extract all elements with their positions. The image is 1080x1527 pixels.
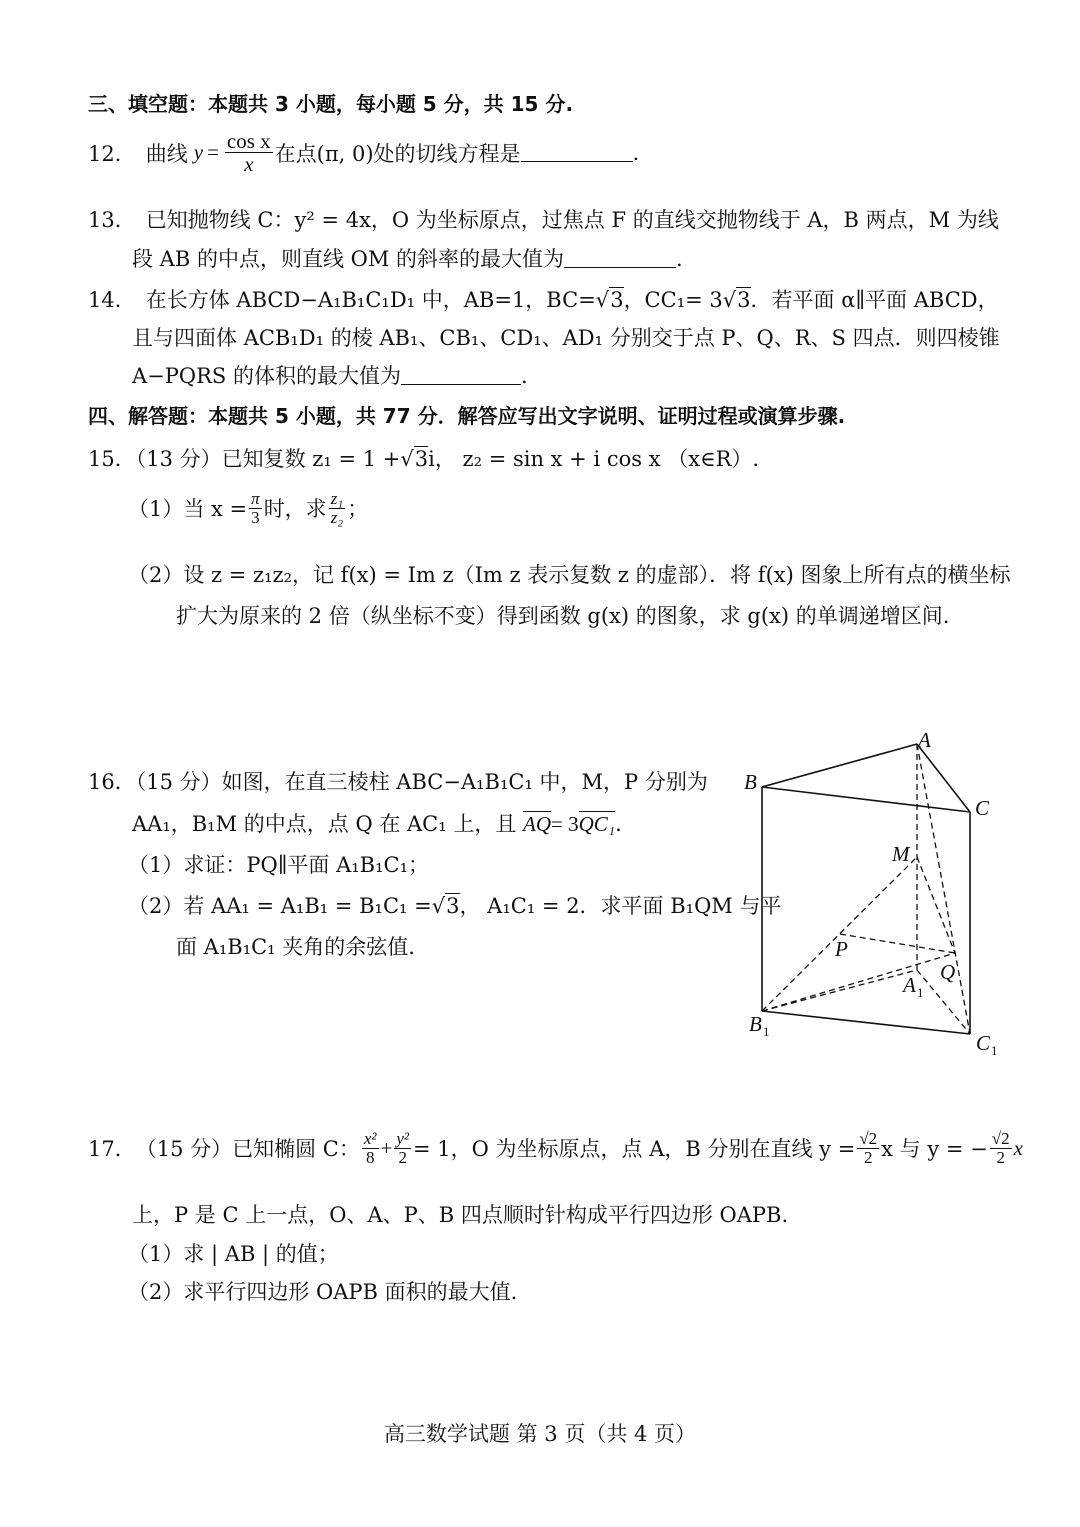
label-P: P [835,937,848,961]
question-15-part2-line2: 扩大为原来的 2 倍（纵坐标不变）得到函数 g(x) 的图象，求 g(x) 的单调递增区间. [176,604,950,628]
question-17-part2: （2）求平行四边形 OAPB 面积的最大值. [128,1280,518,1304]
q17-f2n: y² [396,1129,410,1148]
q12-end: . [632,140,640,165]
label-M: M [892,842,910,866]
q17-f3d: 2 [863,1147,873,1167]
question-13-line2 [132,243,683,273]
q12-eq: = [207,140,219,165]
q15-p1-mid: 时，求 [263,497,327,522]
label-C1: C [976,1031,991,1055]
q17-a: （15 分）已知椭圆 C： [135,1137,360,1162]
segment-PQ [840,934,955,953]
label-B1-sub: 1 [763,1024,770,1039]
edge-BC [762,787,970,812]
q14-number: 14． [88,288,136,312]
question-15-part2-line1: （2）设 z = z₁z₂，记 f(x) = Im z（Im z 表示复数 z 的虚部）．将 f(x) 图象上所有点的横坐标 [128,563,1011,587]
question-13-line1 [88,204,999,234]
q16-vector-qc1: QC₁ [578,812,616,836]
question-12 [88,130,639,175]
label-C1-sub: 1 [991,1043,998,1058]
q15-stem-b: i， z₂ = sin x + i cos x （x∈R）. [428,447,760,471]
question-17-line2: 上，P 是 C 上一点，O、A、P、B 四点顺时针构成平行四边形 OAPB. [132,1203,789,1227]
question-17-part1: （1）求 | AB | 的值； [128,1242,339,1266]
sqrt-symbol: √ [400,447,414,471]
page-footer: 高三数学试题 第 3 页（共 4 页） [383,1422,697,1446]
question-16-part2-line1 [128,890,781,920]
q15-p1-den: 3 [251,507,260,527]
q16-line2a: AA₁，B₁M 的中点，点 Q 在 AC₁ 上，且 [132,812,517,836]
sqrt-symbol: √ [431,894,446,918]
q15-stem-a: （13 分）已知复数 z₁ = 1 + [135,447,401,471]
label-Q: Q [940,960,956,984]
q17-f1n: x² [363,1129,377,1148]
q16-p2a: （2）若 AA₁ = A₁B₁ = B₁C₁ = [128,894,432,918]
q12-pre: 曲线 [145,141,188,166]
q16-p2b: ， A₁C₁ = 2．求平面 B₁QM 与平 [459,894,782,918]
q17-frac-sqrt2-2-b [990,1130,1012,1167]
q15-p1-end: ； [347,497,369,522]
q15-sqrt: 3 [414,447,429,471]
q13-line2: 段 AB 的中点，则直线 OM 的斜率的最大值为 [132,247,565,271]
edge-BA [762,744,917,787]
q15-p1-num: π [251,489,260,508]
q12-number: 12． [88,141,136,166]
label-A1-sub: 1 [917,985,924,1000]
q17-f1d: 8 [365,1147,375,1167]
label-A1: A [903,973,916,997]
q15-p1-fnum: z₁ [330,489,344,508]
q14-line1c: ．若平面 α∥平面 ABCD， [750,288,999,312]
edge-AC [917,744,970,812]
edge-B1C1 [762,1011,970,1034]
q13-line1: 已知抛物线 C：y² = 4x，O 为坐标原点，过焦点 F 的直线交抛物线于 A，B 两点，M 为线 [145,208,999,232]
q17-b: = 1，O 为坐标原点，点 A，B 分别在直线 y = [413,1137,856,1162]
q14-sqrt-cc: 3 [737,288,751,312]
q14-sqrt-bc: 3 [610,288,624,312]
label-B: B [744,770,757,794]
q12-post: 在点(π, 0)处的切线方程是 [274,141,521,166]
q14-line3: A−PQRS 的体积的最大值为 [132,364,401,388]
section-heading-fill-blank: 三、填空题：本题共 3 小题，每小题 5 分，共 15 分. [88,92,574,116]
label-A: A [918,728,931,752]
q17-number: 17． [88,1137,136,1162]
q16-vector-aq: AQ [523,812,552,836]
q13-number: 13． [88,208,136,232]
q16-line1: （15 分）如图，在直三棱柱 ABC−A₁B₁C₁ 中，M，P 分别为 [135,770,708,794]
question-14-line3 [132,360,528,390]
q17-frac-y2-2 [394,1130,411,1167]
q17-frac-sqrt2-2-a [857,1130,879,1167]
q17-plus: + [380,1135,393,1160]
q17-f3n: √2 [859,1129,878,1148]
q15-number: 15． [88,447,136,471]
section-heading-solve: 四、解答题：本题共 5 小题，共 77 分．解答应写出文字说明、证明过程或演算步骤. [88,404,846,428]
segment-MQ [917,857,955,953]
q12-frac-den: x [244,152,254,177]
sqrt-symbol: √ [722,288,737,312]
q15-p1-pre: （1）当 x = [128,497,248,522]
q14-answer-blank[interactable] [401,366,521,385]
edge-B1A1 [762,970,917,1011]
question-16-line1 [88,766,708,796]
label-C: C [975,796,990,820]
question-14-line1 [88,284,999,314]
q17-c: x 与 y = − [881,1137,988,1162]
q17-f2d: 2 [398,1147,407,1167]
question-16-part2-line2: 面 A₁B₁C₁ 夹角的余弦值. [176,935,415,959]
q12-fraction [225,130,273,175]
q12-y: y [193,140,204,165]
q14-line2: 且与四面体 ACB₁D₁ 的棱 AB₁、CB₁、CD₁、AD₁ 分别交于点 P、Q、R、S 四点．则四棱锥 [132,326,1000,350]
prism-figure [735,725,1015,1065]
question-15-part1 [128,490,368,527]
question-14-line2 [132,322,1000,352]
q14-line1b: ，CC₁= 3 [623,288,723,312]
label-B1: B [749,1012,762,1036]
q17-frac-x2-8 [362,1130,379,1167]
q16-line2c: . [615,812,622,836]
q17-f4n: √2 [991,1129,1010,1148]
question-15-stem [88,443,759,473]
q16-number: 16． [88,770,136,794]
q14-line1a: 在长方体 ABCD−A₁B₁C₁D₁ 中，AB=1，BC= [145,288,596,312]
question-16-line2 [132,808,622,838]
q13-answer-blank[interactable] [564,249,676,268]
q16-sqrt: 3 [446,894,460,918]
q15-p1-fden: z₂ [330,507,344,527]
q12-answer-blank[interactable] [521,143,633,162]
q14-end: . [520,364,528,388]
q16-line2b: = 3 [551,812,579,836]
q17-d: x [1013,1135,1023,1160]
q13-end: . [676,247,683,271]
edge-AC1 [917,744,970,1034]
question-16-part1: （1）求证：PQ∥平面 A₁B₁C₁； [128,853,430,877]
q12-frac-num: cos x [226,129,271,153]
q15-p1-fraction-z [329,490,346,527]
sqrt-symbol: √ [595,288,610,312]
q15-p1-fraction-x [249,490,262,527]
q17-f4d: 2 [996,1147,1005,1167]
question-17-line1 [88,1130,1023,1167]
